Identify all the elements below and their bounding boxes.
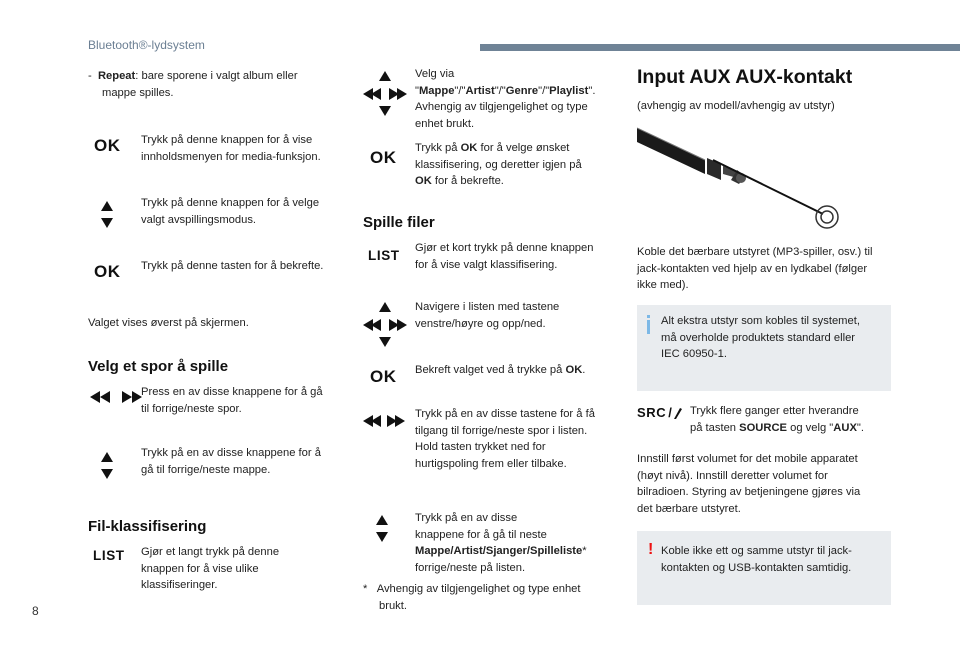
heading-play-files: Spille filer (363, 214, 435, 231)
ok-icon: OK (94, 136, 121, 155)
folder-text: Trykk på en av disse knappene for å gå til forrige/neste mappe. (141, 447, 321, 476)
warning-text: Koble ikke ett og samme utstyr til jack- kontakten og USB-kontakten samtidig. (661, 545, 852, 574)
playmode-text: Trykk på denne knappen for å velge valgt avspillingsmodus. (141, 197, 320, 226)
ok-icon: OK (370, 367, 397, 386)
ok-icon: OK (94, 262, 121, 281)
left-right-arrows-icon (90, 391, 142, 403)
warning-icon: ! (648, 541, 654, 558)
left-right-arrows-icon (363, 415, 405, 427)
track-text: Press en av disse knappene for å gå til forrige/neste spor. (141, 386, 323, 415)
info-text: Alt ekstra utstyr som kobles til systemet, må overholde produktets standard eller IEC 60950-1. (661, 315, 860, 360)
confirm-ok-text: Bekreft valget ved å trykke på OK. (415, 364, 586, 376)
navigate-list-text: Navigere i listen med tastene venstre/høyre og opp/ned. (415, 301, 560, 330)
four-way-arrows-icon (363, 71, 407, 117)
warning-box (637, 531, 891, 605)
ok-icon: OK (370, 148, 397, 167)
list-icon: LIST (93, 548, 125, 563)
list-long-text: Gjør et langt trykk på denne knappen for å vise ulike klassifiseringer. (141, 546, 280, 591)
selection-note: Valget vises øverst på skjermen. (88, 317, 249, 329)
heading-aux-input: Input AUX AUX-kontakt (637, 66, 853, 88)
up-down-arrows-icon (101, 201, 113, 228)
src-icon: SRC / (637, 405, 683, 420)
footnote: * Avhengig av tilgjengelighet og type enhet brukt. (363, 583, 581, 612)
source-text: Trykk flere ganger etter hverandre på tasten SOURCE og velg "AUX". (690, 405, 864, 434)
info-icon (647, 315, 650, 334)
list-icon: LIST (368, 248, 400, 263)
info-box (637, 305, 891, 391)
heading-select-track: Velg et spor å spille (88, 358, 229, 375)
list-short-text: Gjør et kort trykk på denne knappen for å vise valgt klassifisering. (415, 242, 594, 271)
aux-subtitle: (avhengig av modell/avhengig av utstyr) (637, 100, 835, 112)
list-track-text: Trykk på en av disse tastene for å få tilgang til forrige/neste spor i listen. Hold tasten trykket ned for hurtigspoling frem eller tilbake. (415, 408, 595, 470)
volume-text: Innstill først volumet for det mobile apparatet (høyt nivå). Innstill deretter volumet for bilradioen. Styring av betjeningene gjøres via det bærbare utstyret. (637, 453, 861, 515)
ok-select-text: Trykk på OK for å velge ønsket klassifisering, og deretter igjen på OK for å bekrefte. (415, 142, 582, 187)
header-bar (480, 44, 960, 51)
select-via-text: Velg via "Mappe"/"Artist"/"Genre"/"Playlist". Avhengig av tilgjengelighet og type enhet brukt. (415, 68, 596, 130)
section-title: Bluetooth®-lydsystem (88, 38, 205, 52)
next-category-text: Trykk på en av disse knappene for å gå til neste Mappe/Artist/Sjanger/Spilleliste* forrige/neste på listen. (415, 512, 587, 574)
confirm-text: Trykk på denne tasten for å bekrefte. (141, 260, 324, 272)
repeat-item: - Repeat: bare sporene i valgt album eller mappe spilles. (88, 70, 298, 99)
heading-file-classification: Fil-klassifisering (88, 518, 207, 535)
connect-text: Koble det bærbare utstyret (MP3-spiller, osv.) til jack-kontakten ved hjelp av en lydkabel (følger ikke med). (637, 246, 873, 291)
ok-menu-text: Trykk på denne knappen for å vise innholdsmenyen for media-funksjon. (141, 134, 321, 163)
jack-plug-icon (637, 120, 847, 230)
page-number: 8 (32, 604, 39, 618)
four-way-arrows-icon (363, 302, 407, 348)
up-down-arrows-icon (101, 452, 113, 479)
up-down-arrows-icon (376, 515, 388, 542)
